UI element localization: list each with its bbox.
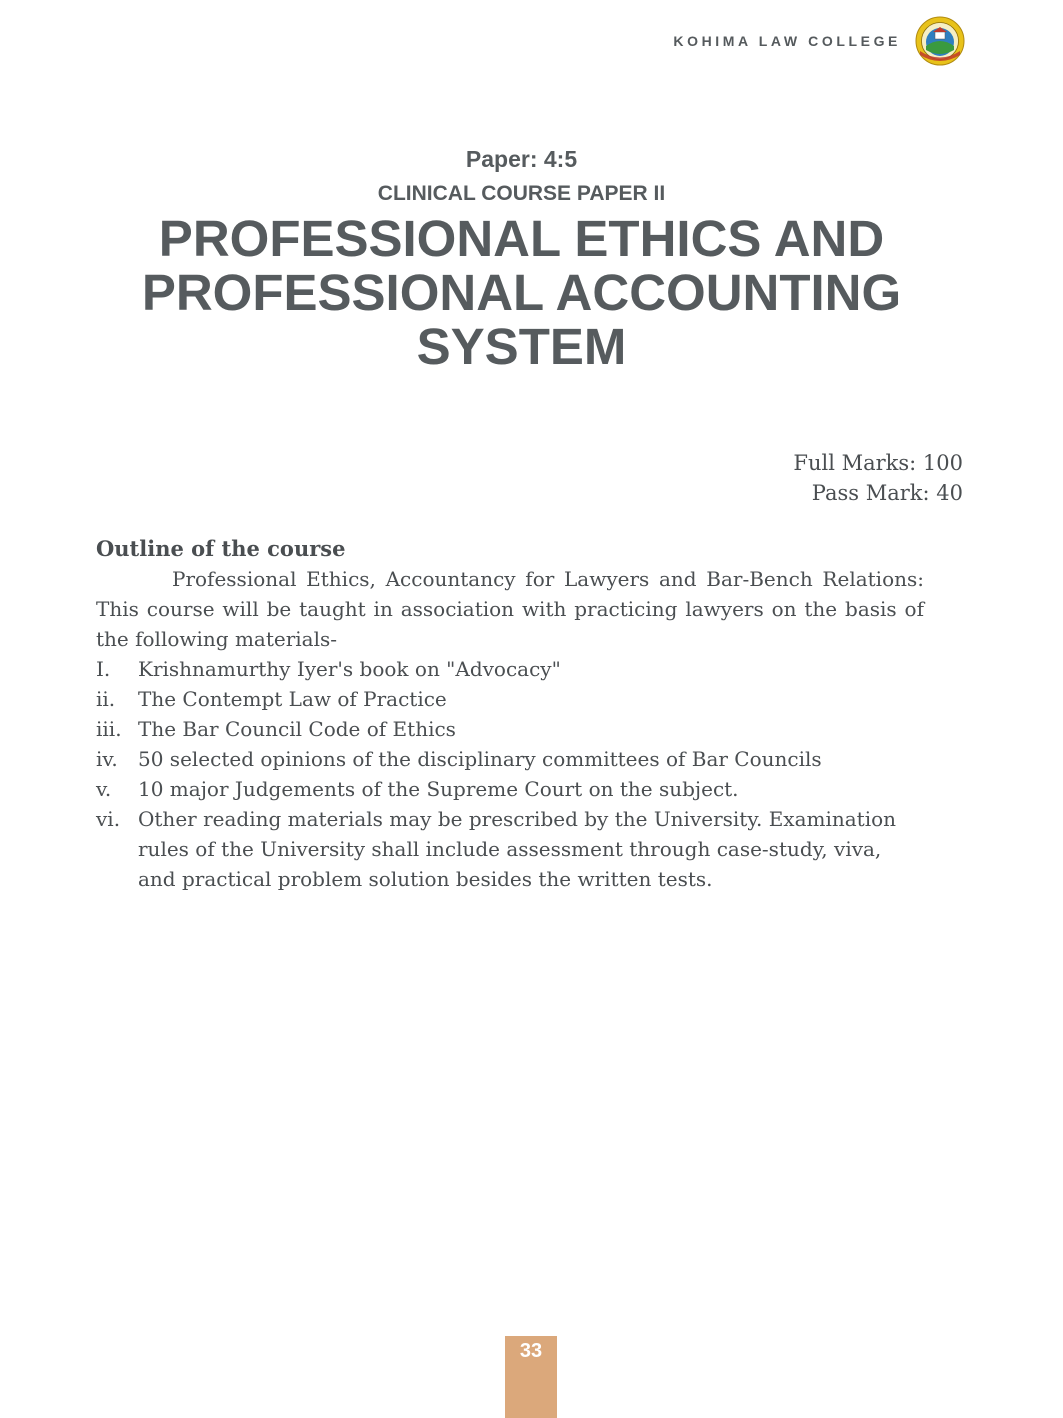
list-item <box>96 774 924 804</box>
course-outline <box>96 534 924 894</box>
outline-intro: Professional Ethics, Accountancy for Lawyers and Bar-Bench Relations: This course will be taught in association with practicing lawyers on the basis of the following materials- <box>96 567 924 651</box>
college-seal-icon <box>915 16 965 66</box>
outline-heading: Outline of the course <box>96 536 346 561</box>
college-name: KOHIMA LAW COLLEGE <box>673 33 901 49</box>
page-number-tab <box>505 1336 557 1418</box>
list-item-number: I. <box>96 657 111 681</box>
marks-block <box>793 448 963 508</box>
list-item-text: 50 selected opinions of the disciplinary committees of Bar Councils <box>138 747 822 771</box>
pass-mark: Pass Mark: 40 <box>811 481 963 505</box>
course-title: PROFESSIONAL ETHICS AND PROFESSIONAL ACCOUNTING SYSTEM <box>141 210 902 375</box>
list-item <box>96 654 924 684</box>
list-item-text: The Bar Council Code of Ethics <box>138 717 456 741</box>
materials-list <box>96 654 924 894</box>
list-item-number: vi. <box>96 807 121 831</box>
page-header <box>673 14 965 68</box>
full-marks: Full Marks: 100 <box>793 451 963 475</box>
list-item-text: Other reading materials may be prescribed by the University. Examination rules of the University shall include assessment through case-study, viva, and practical problem solution besides the written tests. <box>138 807 897 891</box>
list-item-text: 10 major Judgements of the Supreme Court on the subject. <box>138 777 739 801</box>
course-subtitle: CLINICAL COURSE PAPER II <box>377 182 666 205</box>
list-item <box>96 684 924 714</box>
list-item-number: iv. <box>96 747 118 771</box>
list-item-number: ii. <box>96 687 116 711</box>
list-item-number: iii. <box>96 717 122 741</box>
list-item-number: v. <box>96 777 112 801</box>
list-item <box>96 714 924 744</box>
list-item-text: Krishnamurthy Iyer's book on "Advocacy" <box>138 657 561 681</box>
list-item-text: The Contempt Law of Practice <box>138 687 447 711</box>
page-number: 33 <box>519 1340 543 1362</box>
paper-number: Paper: 4:5 <box>465 146 578 172</box>
list-item <box>96 804 924 894</box>
list-item <box>96 744 924 774</box>
title-block <box>0 142 1043 374</box>
